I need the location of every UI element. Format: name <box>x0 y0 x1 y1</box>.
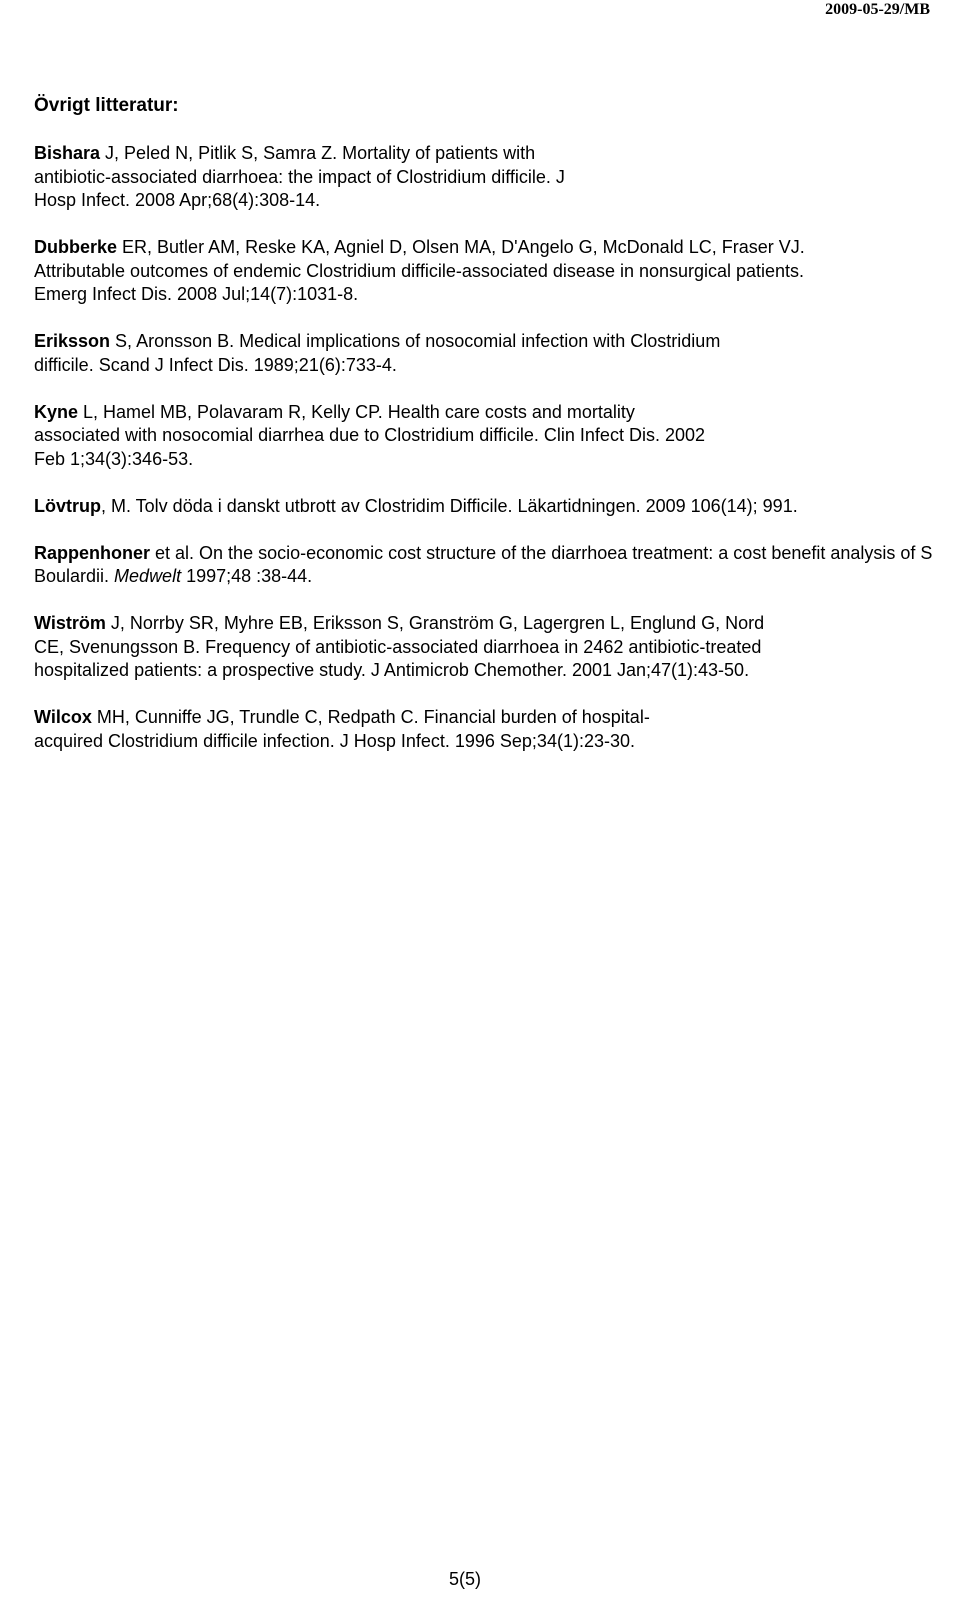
reference-author: Lövtrup <box>34 495 101 516</box>
reference-item <box>34 142 594 213</box>
reference-text: S, Aronsson B. Medical implications of nosocomial infection with Clostridium difficile. Scand J Infect Dis. 1989;21(6):733-4. <box>34 331 721 375</box>
reference-text: J, Norrby SR, Myhre EB, Eriksson S, Granström G, Lagergren L, Englund G, Nord CE, Svenungsson B. Frequency of antibiotic-associated diarrhoea in 2462 antibiotic-treated hospitalized patients: a prospective study. J Antimicrob Chemother. 2001 Jan;47(1):43-50. <box>34 613 765 680</box>
reference-item <box>34 330 724 377</box>
section-title: Övrigt litteratur: <box>34 95 179 116</box>
reference-text: L, Hamel MB, Polavaram R, Kelly CP. Health care costs and mortality associated with nosocomial diarrhea due to Clostridium difficile. Clin Infect Dis. 2002 Feb 1;34(3):346-53. <box>34 401 705 469</box>
reference-item <box>34 612 794 683</box>
reference-text: 1997;48 :38-44. <box>181 566 313 586</box>
reference-item <box>34 401 724 472</box>
reference-text: MH, Cunniffe JG, Trundle C, Redpath C. Financial burden of hospital-acquired Clostridium difficile infection. J Hosp Infect. 1996 Sep;34(1):23-30. <box>34 707 650 751</box>
reference-author: Wiström <box>34 613 106 633</box>
reference-item <box>34 495 934 519</box>
header-date: 2009-05-29/MB <box>825 1 930 18</box>
reference-item <box>34 542 934 589</box>
reference-item <box>34 706 674 753</box>
reference-item <box>34 236 824 307</box>
reference-list <box>34 142 934 777</box>
reference-author: Kyne <box>34 401 79 422</box>
reference-author: Bishara <box>34 143 101 163</box>
reference-author: Wilcox <box>34 707 92 727</box>
page-number: 5(5) <box>448 1569 481 1589</box>
reference-text: ER, Butler AM, Reske KA, Agniel D, Olsen MA, D'Angelo G, McDonald LC, Fraser VJ. Attributable outcomes of endemic Clostridium difficile-associated disease in nonsurgical patients. Emerg Infect Dis. 2008 Jul;14(7):1031-8. <box>34 237 805 304</box>
reference-author: Eriksson <box>34 331 111 351</box>
reference-author: Rappenhoner <box>34 542 151 563</box>
reference-text: , M. Tolv döda i danskt utbrott av Clostridim Difficile. Läkartidningen. 2009 106(14); 991. <box>101 495 798 516</box>
reference-author: Dubberke <box>34 237 118 257</box>
reference-text: et al. On the socio-economic cost structure of the diarrhoea treatment: a cost benefit analysis of S Boulardii. <box>34 542 933 586</box>
reference-journal: Medwelt <box>114 566 182 586</box>
reference-text: J, Peled N, Pitlik S, Samra Z. Mortality of patients with antibiotic-associated diarrhoea: the impact of Clostridium difficile. J Hosp Infect. 2008 Apr;68(4):308-14. <box>34 143 565 210</box>
